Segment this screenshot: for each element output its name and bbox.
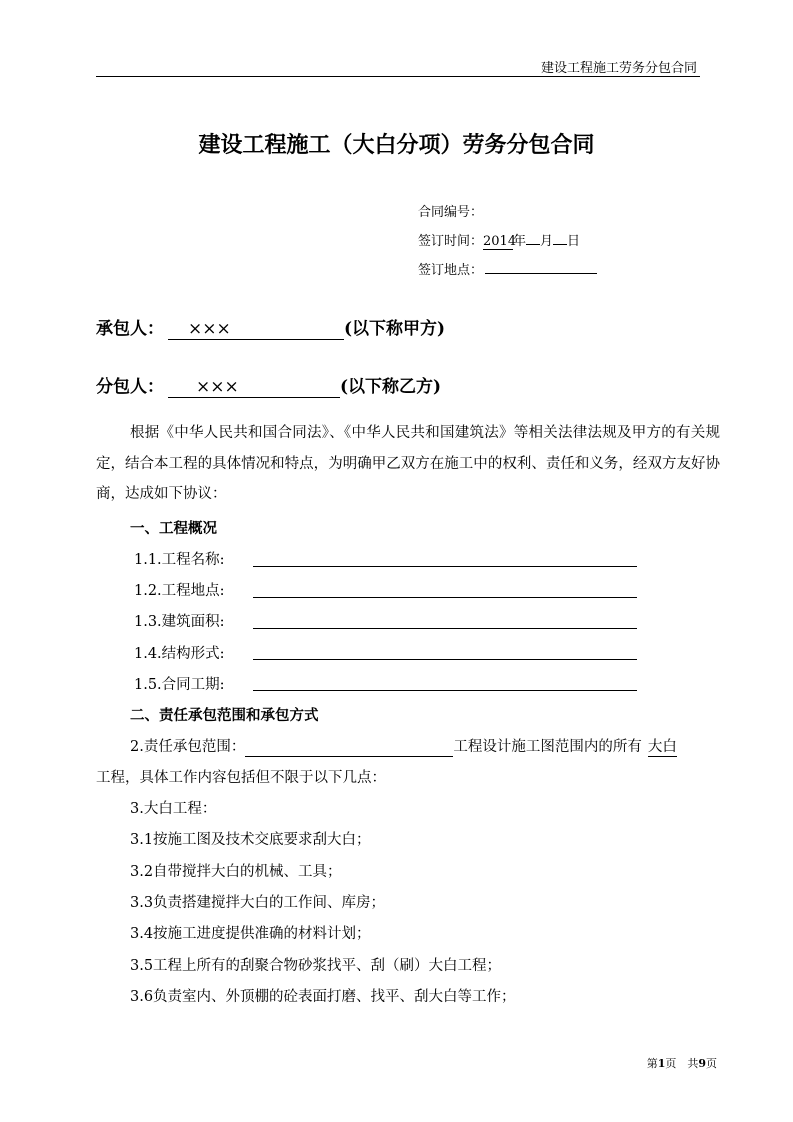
sign-month-field[interactable]: [526, 244, 540, 245]
subcontractor-name-field[interactable]: ×××: [168, 378, 340, 398]
page-mid: 页 共: [665, 1057, 699, 1070]
scope-label: 2.责任承包范围：: [130, 739, 246, 755]
section2-heading: 二、责任承包范围和承包方式: [130, 707, 319, 724]
intro-paragraph: 根据《中华人民共和国合同法》、《中华人民共和国建筑法》等相关法律法规及甲方的有关规定，结合本工程的具体情况和特点，为明确甲乙双方在施工中的权利、责任和义务，经双方友好协商，达成如下协议：: [96, 425, 720, 502]
sign-place-field[interactable]: [485, 259, 597, 274]
page-number: 1: [657, 1057, 666, 1070]
scope-field[interactable]: [245, 739, 453, 757]
item-building-area-label: 1.3.建筑面积:: [134, 614, 225, 630]
project-location-field[interactable]: [253, 597, 637, 598]
list-item: 3.6负责室内、外顶棚的砼表面打磨、找平、刮大白等工作；: [130, 989, 516, 1005]
contractor-row: [96, 314, 445, 340]
item-structure-type-label: 1.4.结构形式:: [134, 646, 225, 662]
contractor-suffix: (以下称甲方): [344, 319, 446, 339]
section1-heading: 一、工程概况: [130, 520, 217, 537]
sign-time-label: 签订时间：: [418, 234, 484, 249]
sign-place-row: [418, 259, 597, 278]
item-contract-period-label: 1.5.合同工期:: [134, 677, 225, 693]
item-project-location-label: 1.2.工程地点:: [134, 583, 225, 599]
subcontractor-row: [96, 372, 441, 398]
scope-row: [130, 735, 677, 757]
page-suffix: 页: [706, 1057, 717, 1070]
sign-place-label: 签订地点：: [418, 263, 484, 278]
subcontractor-label: 分包人：: [96, 377, 164, 397]
contract-number-label: 合同编号：: [418, 205, 484, 220]
scope-fill-field[interactable]: 大白: [647, 739, 677, 755]
list-item: 3.2自带搅拌大白的机械、工具；: [130, 864, 342, 880]
list-item: 3.5工程上所有的刮聚合物砂浆找平、刮（刷）大白工程；: [130, 958, 502, 974]
subcontractor-suffix: (以下称乙方): [340, 377, 442, 397]
contractor-name-field[interactable]: ×××: [168, 320, 344, 340]
contract-period-field[interactable]: [253, 690, 637, 691]
contract-number-row: [418, 201, 483, 220]
page-footer: [647, 1055, 717, 1071]
building-area-field[interactable]: [253, 628, 637, 629]
list-item: 3.1按施工图及技术交底要求刮大白；: [130, 832, 371, 848]
sign-year-field[interactable]: 2014: [483, 234, 517, 249]
sign-time-row: [418, 230, 580, 250]
page-total: 9: [698, 1057, 706, 1070]
contractor-label: 承包人：: [96, 319, 164, 339]
year-char: 年: [513, 234, 527, 249]
section3-subheading: 3.大白工程：: [130, 801, 217, 817]
list-item: 3.4按施工进度提供准确的材料计划；: [130, 926, 371, 942]
running-header: 建设工程施工劳务分包合同: [540, 61, 697, 76]
sign-day-field[interactable]: [553, 244, 567, 245]
item-project-name-label: 1.1.工程名称:: [134, 552, 225, 568]
day-char: 日: [567, 234, 581, 249]
structure-type-field[interactable]: [253, 659, 637, 660]
project-name-field[interactable]: [253, 566, 637, 567]
document-title: 建设工程施工（大白分项）劳务分包合同: [198, 132, 595, 158]
month-char: 月: [540, 234, 554, 249]
header-rule: [96, 76, 700, 77]
page-prefix: 第: [646, 1057, 658, 1070]
list-item: 3.3负责搭建搅拌大白的工作间、库房；: [130, 895, 386, 911]
scope-continuation: 工程，具体工作内容包括但不限于以下几点：: [96, 770, 386, 786]
scope-text: 工程设计施工图范围内的所有: [453, 739, 642, 755]
